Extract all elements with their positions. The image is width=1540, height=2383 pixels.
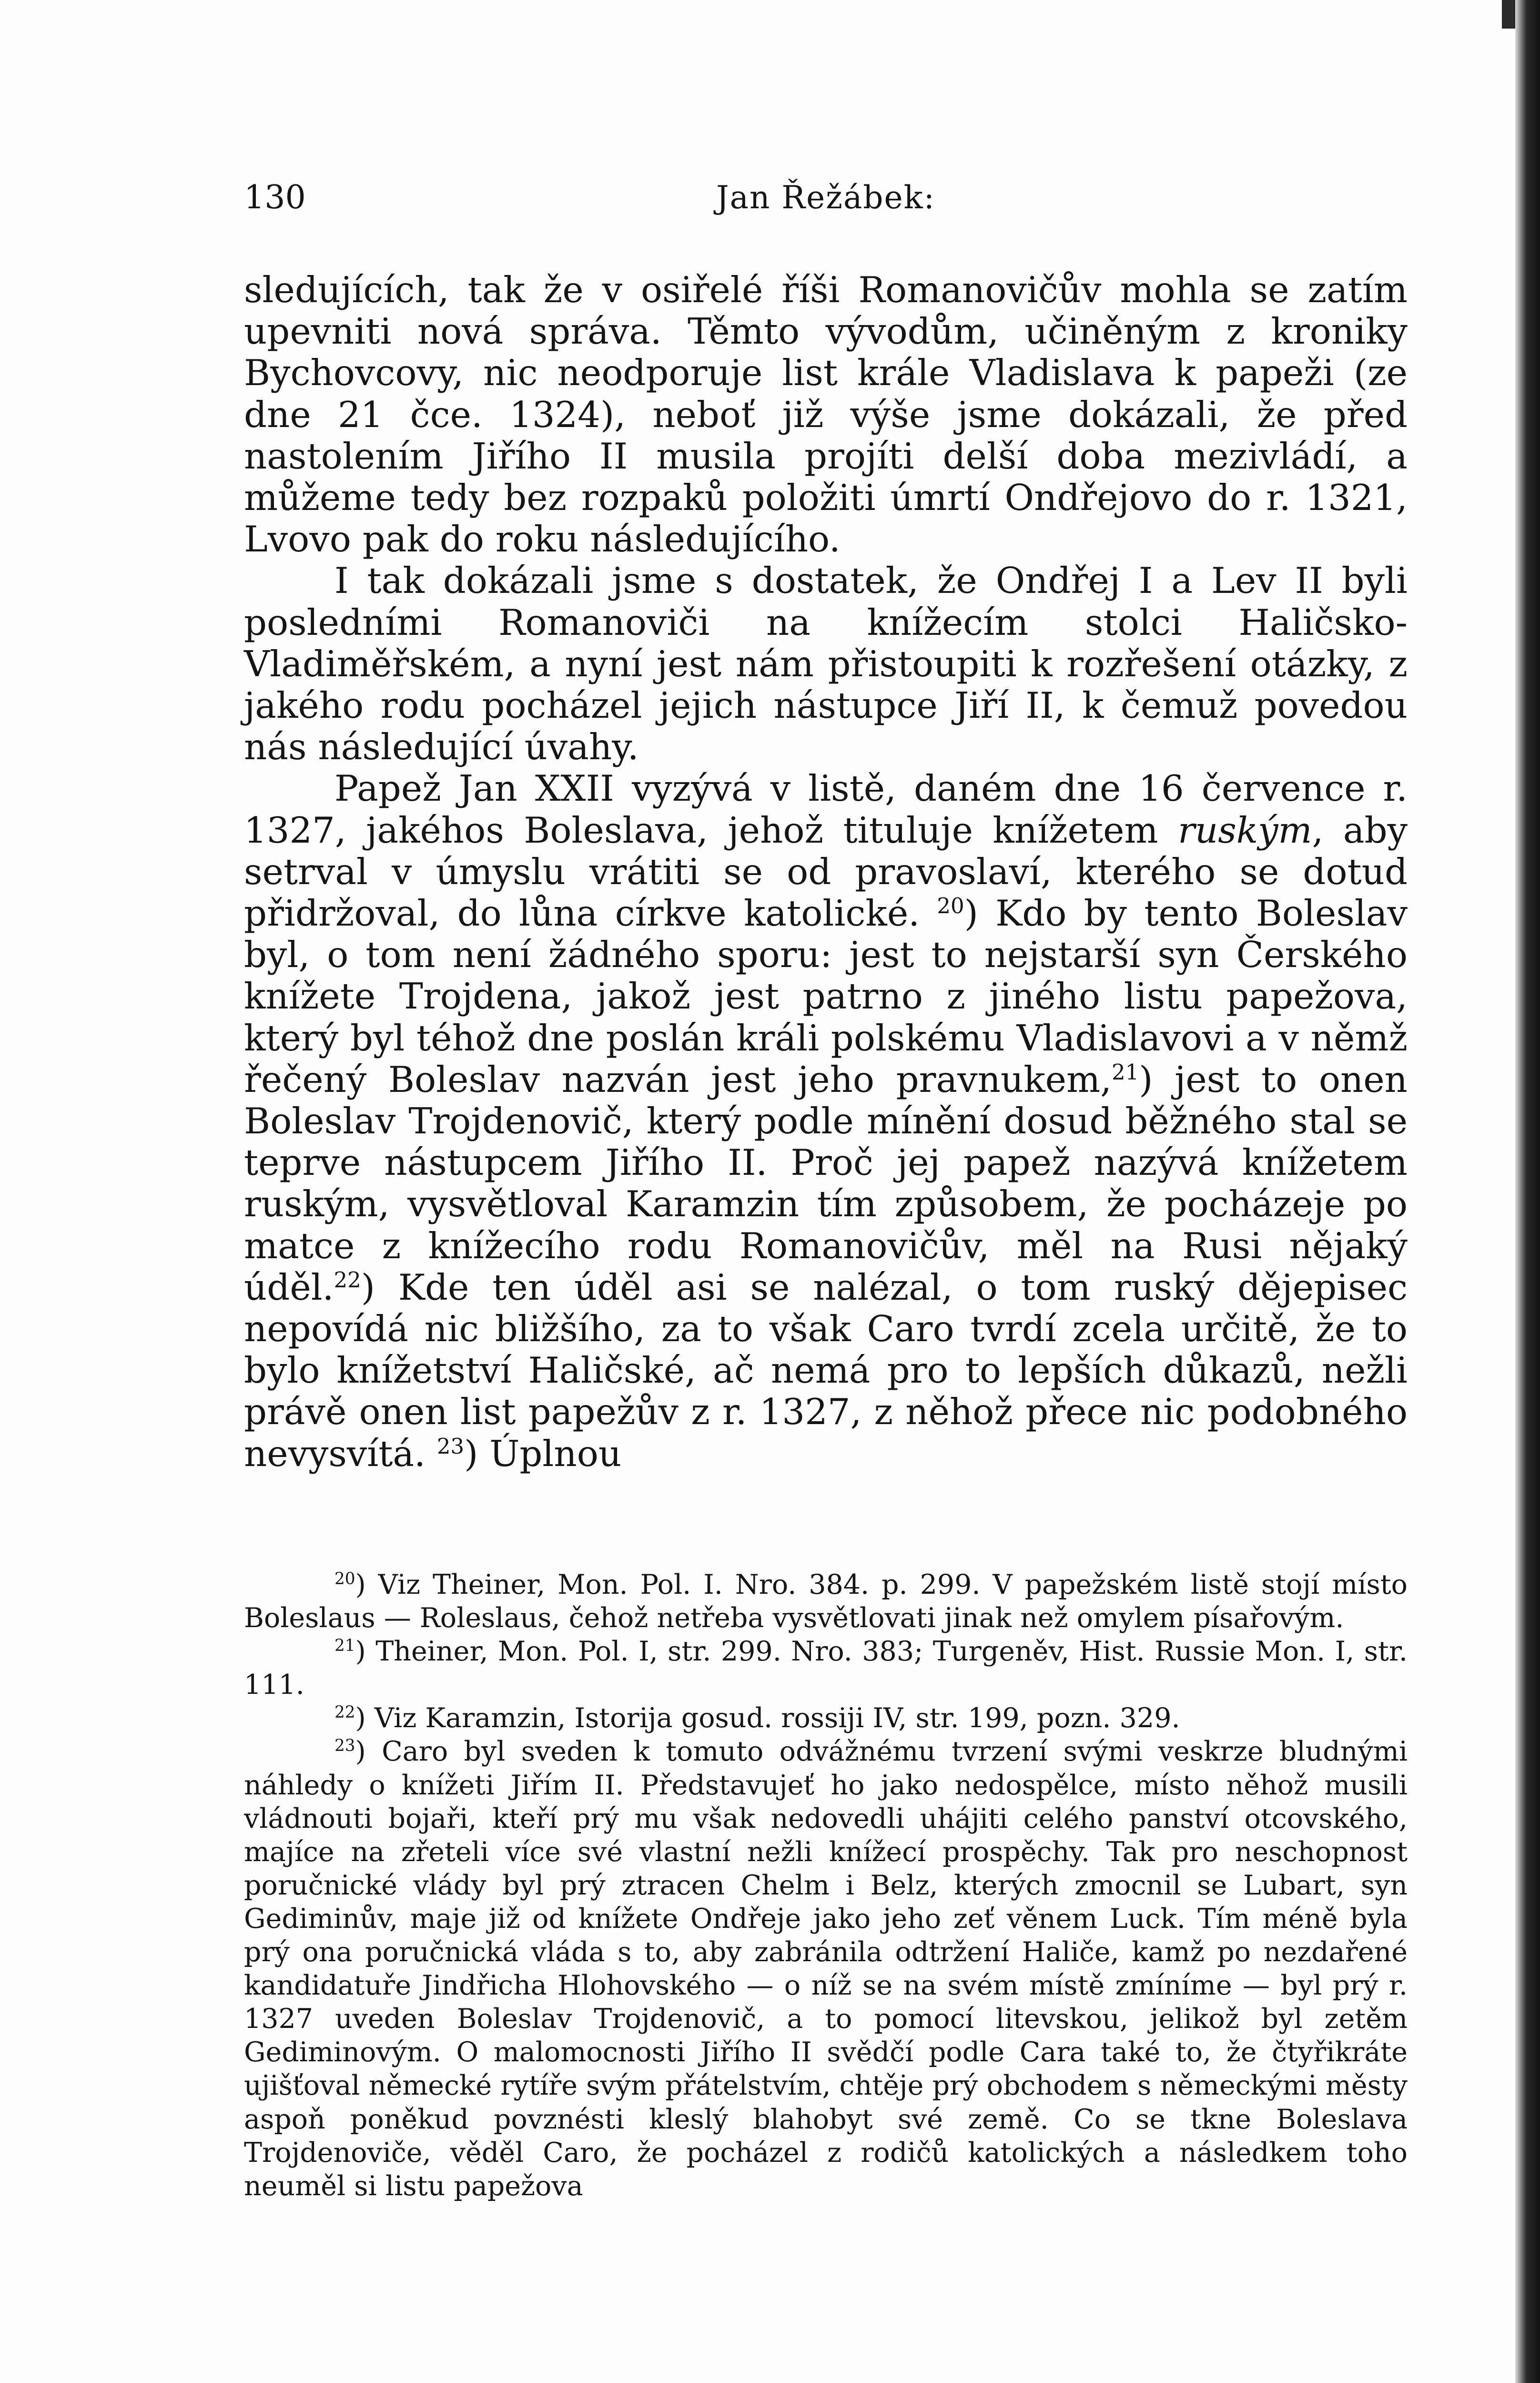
paragraph-3: [244, 768, 1408, 1474]
footnote-text: ) Theiner, Mon. Pol. I, str. 299. Nro. 383; Turgeněv, Hist. Russie Mon. I, str. 111.: [244, 1636, 1408, 1701]
footnote-text: ) Caro byl sveden k tomuto odvážnému tvrzení svými veskrze bludnými náhledy o knížeti Jiřím II. Představujeť ho jako nedospělce, místo něhož musili vládnouti bojaři, kteří prý mu však nedovedli uhájiti celého panství otcovského, majíce na zřeteli více své vlastní nežli knížecí prospěchy. Tak pro neschopnost poručnické vlády byl prý ztracen Chelm i Belz, kterých zmocnil se Lubart, syn Gediminův, maje již od knížete Ondřeje jako jeho zeť věnem Luck. Tím méně byla prý ona poručnická vláda s to, aby zabránila odtržení Haliče, kamž po nezdařené kandidatuře Jindřicha Hlohovského — o níž se na svém místě zmíníme — byl prý r. 1327 uveden Boleslav Trojdenovič, a to pomocí litevskou, jelikož byl zetěm Gediminovým. O malomocnosti Jiřího II svědčí podle Cara také to, že čtyřikráte ujišťoval německé rytíře svým přátelstvím, chtěje prý obchodem s německými městy aspoň poněkud povznésti kleslý blahobyt své země. Co se tkne Boleslava Trojdenoviče, věděl Caro, že pocházel z rodičů katolických a následkem toho neuměl si listu papežova: [244, 1736, 1408, 2202]
page-edge-mark: [1502, 0, 1515, 29]
paragraph-3-italic: ruským: [1178, 809, 1312, 851]
footnote-22: [244, 1701, 1408, 1735]
running-head: Jan Řežábek:: [716, 179, 935, 216]
footnote-text: ) Viz Karamzin, Istorija gosud. rossiji IV, str. 199, pozn. 329.: [355, 1702, 1180, 1734]
page-edge-shadow: [1515, 0, 1540, 2383]
footnote-number: 22: [334, 1703, 355, 1722]
footnote-number: 21: [334, 1636, 355, 1656]
main-text: [244, 269, 1408, 1475]
footnote-text: ) Viz Theiner, Mon. Pol. I. Nro. 384. p. 299. V papežském listě stojí místo Boleslaus — Roleslaus, čehož netřeba vysvětlovati jinak než omylem písařovým.: [244, 1569, 1408, 1634]
paragraph-3-part-d: ) jest to onen Boleslav Trojdenovič, který podle mínění dosud běžného stal se teprve nástupcem Jiřího II. Proč jej papež nazývá knížetem ruským, vysvětloval Karamzin tím způsobem, že pocházeje po matce z knížecího rodu Romanovičův, měl na Rusi nějaký úděl.: [244, 1058, 1408, 1308]
footnote-23: [244, 1735, 1408, 2202]
footnote-ref-20[interactable]: 20: [937, 893, 964, 919]
footnotes: [244, 1568, 1408, 2203]
page-number: 130: [244, 179, 306, 216]
paragraph-1: sledujících, tak že v osiřelé říši Romanovičův mohla se zatím upevniti nová správa. Těmto vývodům, učiněným z kroniky Bychovcovy, nic neodporuje list krále Vladislava k papeži (ze dne 21 čce. 1324), neboť již výše jsme dokázali, že před nastolením Jiřího II musila projíti delší doba mezivládí, a můžeme tedy bez rozpaků položiti úmrtí Ondřejovo do r. 1321, Lvovo pak do roku následujícího.: [244, 269, 1408, 560]
footnote-ref-22[interactable]: 22: [334, 1267, 361, 1293]
paragraph-2: I tak dokázali jsme s dostatek, že Ondřej I a Lev II byli posledními Romanoviči na knížecím stolci Haličsko-Vladiměřském, a nyní jest nám přistoupiti k rozřešení otázky, z jakého rodu pocházel jejich nástupce Jiří II, k čemuž povedou nás následující úvahy.: [244, 560, 1408, 768]
paragraph-3-part-f: ) Úplnou: [464, 1432, 622, 1475]
paragraph-3-part-b: , aby setrval v úmyslu vrátiti se od pravoslaví, kterého se dotud přidržoval, do lůna církve katolické.: [244, 809, 1408, 935]
footnote-20: [244, 1568, 1408, 1635]
paragraph-3-part-e: ) Kde ten úděl asi se nalézal, o tom ruský dějepisec nepovídá nic bližšího, za to však Caro tvrdí zcela určitě, že to bylo knížetství Haličské, ač nemá pro to lepších důkazů, nežli právě onen list papežův z r. 1327, z něhož přece nic podobného nevysvítá.: [244, 1266, 1408, 1475]
footnote-number: 20: [334, 1569, 355, 1589]
footnote-21: [244, 1635, 1408, 1701]
paragraph-3-part-a: Papež Jan XXII vyzývá v listě, daném dne 16 července r. 1327, jakéhos Boleslava, jehož tituluje knížetem: [244, 767, 1408, 851]
paragraph-3-part-c: ) Kdo by tento Boleslav byl, o tom není žádného sporu: jest to nejstarší syn Čerského knížete Trojdena, jakož jest patrno z jiného listu papežova, který byl téhož dne poslán králi polskému Vladislavovi a v němž řečený Boleslav nazván jest jeho pravnukem,: [244, 892, 1408, 1100]
page-header: [244, 172, 1408, 224]
footnote-ref-23[interactable]: 23: [436, 1433, 465, 1459]
footnote-ref-21[interactable]: 21: [1112, 1059, 1139, 1085]
footnote-number: 23: [334, 1736, 355, 1756]
